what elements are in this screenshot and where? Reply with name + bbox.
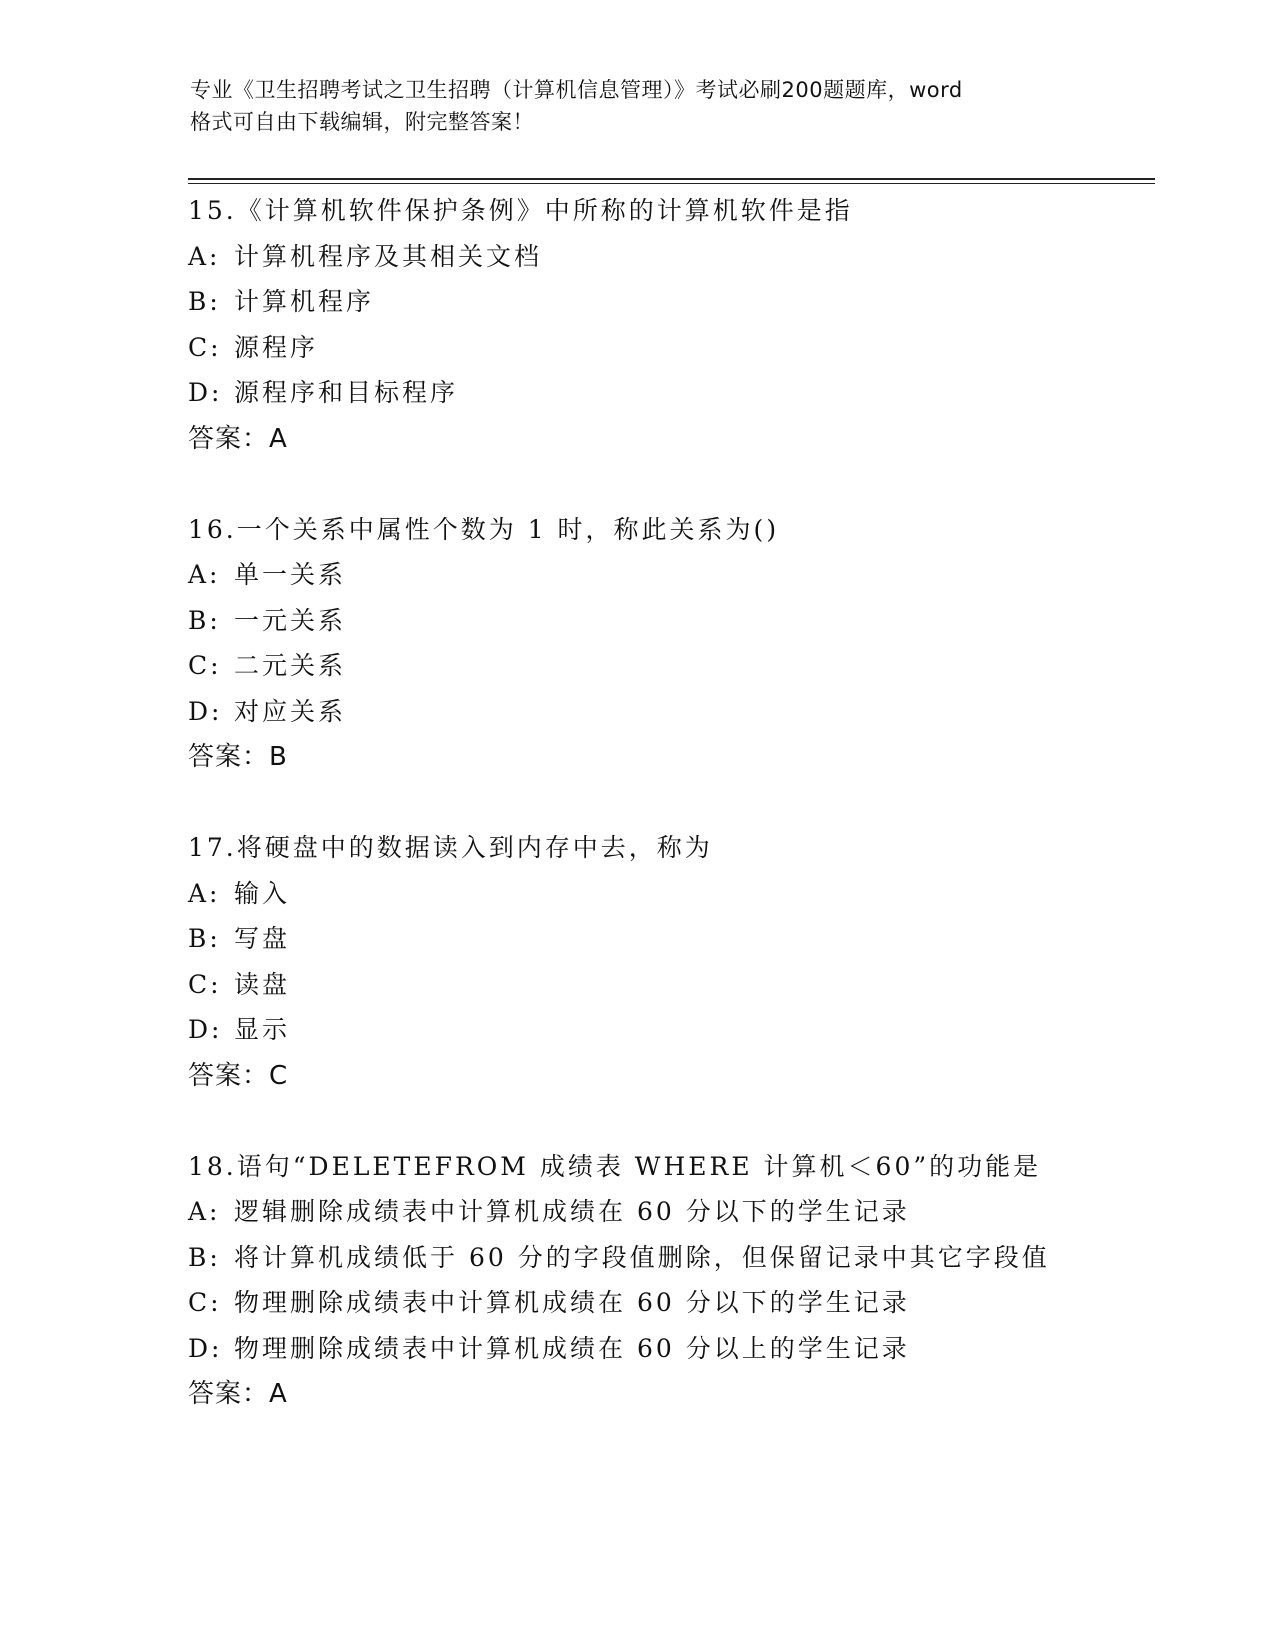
- option-c: [188, 1280, 1148, 1326]
- option-text: 物理删除成绩表中计算机成绩在 60 分以上的学生记录: [234, 1333, 910, 1363]
- question-stem: 15.《计算机软件保护条例》中所称的计算机软件是指: [188, 196, 853, 225]
- option-text: 源程序: [234, 332, 319, 362]
- option-text: 计算机程序: [234, 287, 375, 316]
- option-b: [188, 598, 1148, 644]
- option-letter: C:: [188, 969, 222, 999]
- option-letter: D:: [188, 378, 223, 407]
- option-letter: A:: [188, 241, 221, 271]
- option-d: [188, 689, 1148, 735]
- option-letter: D:: [188, 696, 223, 726]
- option-c: [188, 962, 1148, 1008]
- option-a: [188, 871, 1148, 917]
- option-text: 将计算机成绩低于 60 分的字段值删除，但保留记录中其它字段值: [234, 1242, 1050, 1272]
- option-letter: C:: [188, 332, 222, 362]
- option-text: 输入: [234, 878, 291, 908]
- answer-line: 答案：C: [188, 1060, 289, 1091]
- answer-line: 答案：A: [188, 1379, 288, 1409]
- option-letter: A:: [188, 878, 221, 908]
- option-text: 写盘: [234, 924, 291, 953]
- document-header: [190, 74, 1090, 138]
- option-text: 一元关系: [234, 605, 347, 635]
- option-text: 对应关系: [234, 696, 347, 726]
- option-text: 单一关系: [234, 560, 347, 589]
- question-stem: 18.语句“DELETEFROM 成绩表 WHERE 计算机＜60”的功能是: [188, 1151, 1042, 1181]
- option-d: [188, 1326, 1148, 1372]
- option-letter: B:: [188, 605, 221, 635]
- option-b: [188, 916, 1148, 962]
- option-letter: C:: [188, 1288, 222, 1317]
- option-text: 二元关系: [234, 651, 347, 680]
- option-a: [188, 1189, 1148, 1235]
- question-stem: 16.一个关系中属性个数为 1 时，称此关系为(): [188, 514, 780, 544]
- option-letter: B:: [188, 924, 221, 953]
- option-b: [188, 1235, 1148, 1281]
- question-17: [188, 825, 1148, 1099]
- option-a: [188, 234, 1148, 280]
- question-16: [188, 507, 1148, 781]
- option-letter: A:: [188, 1197, 221, 1226]
- option-text: 计算机程序及其相关文档: [234, 241, 543, 271]
- option-c: [188, 325, 1148, 371]
- answer-line: 答案：B: [188, 742, 288, 772]
- option-letter: D:: [188, 1333, 223, 1363]
- option-d: [188, 370, 1148, 416]
- question-15: [188, 188, 1148, 462]
- header-line-2: 格式可自由下载编辑，附完整答案！: [190, 110, 534, 134]
- header-divider: [188, 178, 1155, 184]
- option-letter: D:: [188, 1015, 223, 1044]
- option-text: 物理删除成绩表中计算机成绩在 60 分以下的学生记录: [234, 1288, 910, 1317]
- option-text: 显示: [234, 1015, 291, 1044]
- question-18: [188, 1144, 1148, 1418]
- option-letter: B:: [188, 287, 221, 316]
- option-text: 读盘: [234, 969, 291, 999]
- option-a: [188, 552, 1148, 598]
- question-stem: 17.将硬盘中的数据读入到内存中去，称为: [188, 833, 713, 862]
- option-letter: A:: [188, 560, 221, 589]
- header-line-1: 专业《卫生招聘考试之卫生招聘（计算机信息管理）》考试必刷200题题库，word: [190, 78, 963, 102]
- option-text: 逻辑删除成绩表中计算机成绩在 60 分以下的学生记录: [234, 1197, 910, 1226]
- option-letter: C:: [188, 651, 222, 680]
- option-c: [188, 643, 1148, 689]
- answer-line: 答案：A: [188, 423, 288, 454]
- question-list: [188, 188, 1148, 1462]
- option-text: 源程序和目标程序: [234, 378, 459, 407]
- option-letter: B:: [188, 1242, 221, 1272]
- option-b: [188, 279, 1148, 325]
- option-d: [188, 1007, 1148, 1053]
